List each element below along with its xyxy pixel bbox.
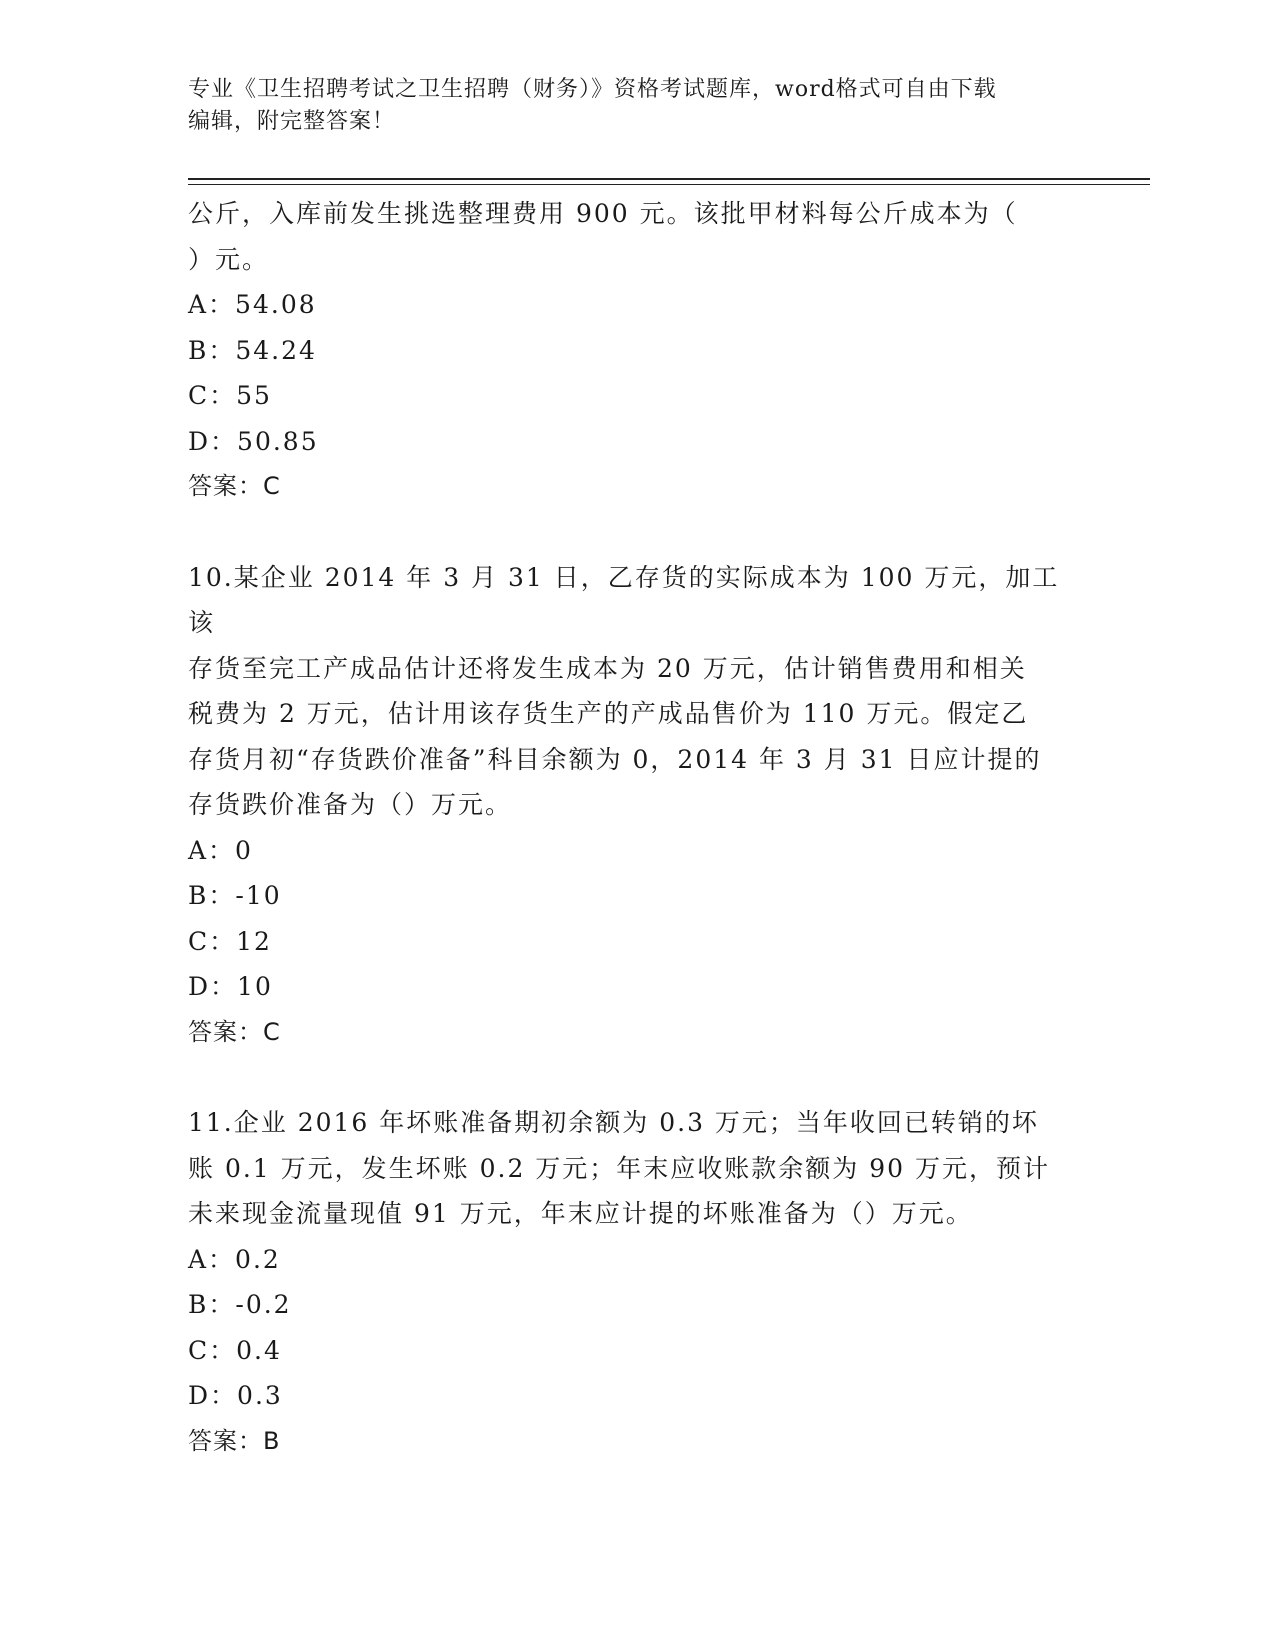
document-header bbox=[188, 74, 1068, 138]
stem-line: 11.企业 2016 年坏账准备期初余额为 0.3 万元；当年收回已转销的坏 bbox=[188, 1108, 1039, 1137]
header-line-2: 编辑，附完整答案！ bbox=[188, 109, 396, 134]
stem-line: 存货跌价准备为（）万元。 bbox=[188, 790, 513, 819]
answer-line: 答案：C bbox=[188, 1017, 281, 1046]
stem-line: 存货月初“存货跌价准备”科目余额为 0，2014 年 3 月 31 日应计提的 bbox=[188, 744, 1042, 774]
option-d: D：0.3 bbox=[188, 1381, 283, 1410]
option-b: B：-0.2 bbox=[188, 1290, 292, 1319]
answer-line: 答案：C bbox=[188, 472, 281, 500]
stem-line: 存货至完工产成品估计还将发生成本为 20 万元，估计销售费用和相关 bbox=[188, 653, 1027, 683]
option-d: D：50.85 bbox=[188, 426, 319, 456]
stem-line: 税费为 2 万元，估计用该存货生产的产成品售价为 110 万元。假定乙 bbox=[188, 699, 1029, 728]
option-b: B：54.24 bbox=[188, 335, 317, 365]
question-block bbox=[188, 555, 1078, 1056]
option-a: A：0.2 bbox=[188, 1244, 281, 1274]
option-a: A：54.08 bbox=[188, 290, 317, 319]
question-stem bbox=[188, 555, 1078, 828]
option-c: C：0.4 bbox=[188, 1335, 282, 1365]
answer-line: 答案：B bbox=[188, 1426, 281, 1455]
option-d: D：10 bbox=[188, 972, 273, 1001]
option-b: B：-10 bbox=[188, 881, 282, 910]
question-stem bbox=[188, 191, 1078, 282]
question-stem bbox=[188, 1100, 1078, 1237]
stem-line: 未来现金流量现值 91 万元，年末应计提的坏账准备为（）万元。 bbox=[188, 1199, 973, 1228]
question-block bbox=[188, 191, 1078, 510]
question-block bbox=[188, 1100, 1078, 1464]
question-list bbox=[188, 191, 1078, 1464]
option-c: C：55 bbox=[188, 381, 272, 410]
question-spacer bbox=[188, 1055, 1078, 1100]
header-divider-thin bbox=[188, 184, 1150, 185]
stem-line: ）元。 bbox=[188, 244, 270, 274]
option-c: C：12 bbox=[188, 926, 272, 956]
option-a: A：0 bbox=[188, 835, 253, 865]
header-divider-thick bbox=[188, 178, 1150, 180]
stem-line: 公斤，入库前发生挑选整理费用 900 元。该批甲材料每公斤成本为（ bbox=[188, 199, 1018, 228]
header-line-1: 专业《卫生招聘考试之卫生招聘（财务）》资格考试题库，word格式可自由下载 bbox=[188, 77, 997, 102]
question-spacer bbox=[188, 510, 1078, 555]
stem-line: 10.某企业 2014 年 3 月 31 日，乙存货的实际成本为 100 万元，加工该 bbox=[188, 562, 1060, 637]
stem-line: 账 0.1 万元，发生坏账 0.2 万元；年末应收账款余额为 90 万元，预计 bbox=[188, 1153, 1051, 1183]
